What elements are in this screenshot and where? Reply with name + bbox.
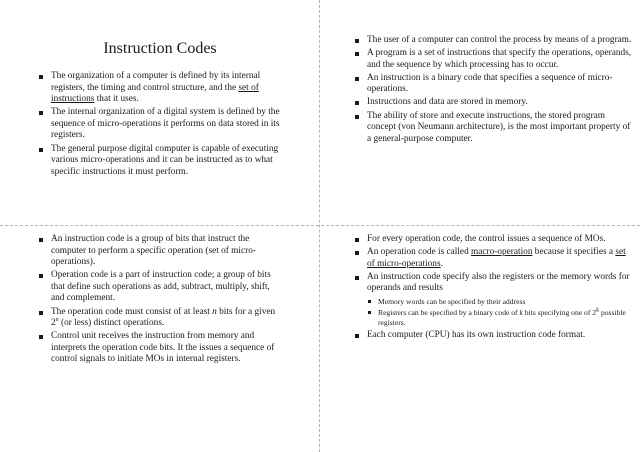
bullet-list (38, 71, 288, 180)
list-item: An instruction is a binary code that specifies a sequence of micro-operations. (354, 73, 632, 96)
list-item: The ability of store and execute instructions, the stored program concept (von Neumann architecture), is the most important property of a general-purpose computer. (354, 111, 632, 146)
list-item: A program is a set of instructions that specify the operations, operands, and the sequence by which processing has to occur. (354, 48, 632, 71)
list-item: Operation code is a part of instruction code; a group of bits that define such operations as add, subtract, multiply, shift, and complement. (38, 270, 278, 305)
list-item (354, 272, 630, 328)
bullet-list (354, 234, 630, 343)
bullet-text: The operation code must consist of at least (51, 306, 213, 317)
bullet-text: . (440, 258, 443, 269)
bullet-list (38, 234, 278, 368)
bullet-text: An instruction code specify also the registers or the memory words for operands and results (367, 271, 630, 294)
slide-title: Instruction Codes (103, 40, 217, 57)
sub-list (367, 297, 630, 328)
variable: k (519, 307, 523, 317)
underlined-term: set of micro-operations (367, 247, 626, 269)
bullet-text: An operation code is called (367, 247, 472, 258)
bullet-text: bits specifying one of 2 (522, 307, 597, 317)
underlined-term: macro-operation (471, 247, 533, 258)
superscript: n (55, 317, 59, 324)
list-item (354, 247, 630, 270)
superscript: k (596, 307, 600, 314)
bullet-text: that it uses. (94, 94, 139, 105)
list-item: The general purpose digital computer is capable of executing various micro-operations and it can be instructed as to what specific instructions it must perform. (38, 144, 288, 179)
list-item: The internal organization of a digital system is defined by the sequence of micro-operations it performs on data stored in its registers. (38, 107, 288, 142)
list-item: Control unit receives the instruction from memory and interprets the operation code bits. It the issues a sequence of control signals to initiate MOs in internal registers. (38, 331, 278, 366)
bullet-text: (or less) distinct operations. (58, 318, 165, 329)
slide-2 (320, 0, 640, 226)
list-item (38, 71, 288, 106)
variable: n (212, 306, 217, 317)
list-item: The user of a computer can control the process by means of a program. (354, 35, 632, 47)
bullet-text: The organization of a computer is defined by its internal registers, the timing and control structure, and the (51, 71, 261, 93)
slide-4 (320, 226, 640, 452)
sub-list-item (367, 308, 630, 328)
bullet-text: because it specifies a (532, 247, 616, 258)
list-item: An instruction code is a group of bits that instruct the computer to perform a specific operation (set of micro-operations). (38, 234, 278, 269)
list-item: Instructions and data are stored in memory. (354, 97, 632, 109)
list-item: For every operation code, the control issues a sequence of MOs. (354, 234, 630, 246)
bullet-text: Registers can be specified by a binary code of (378, 307, 520, 317)
underlined-term: set of instructions (51, 82, 259, 105)
list-item: Each computer (CPU) has its own instruction code format. (354, 330, 630, 342)
slide-3 (0, 226, 320, 452)
list-item (38, 307, 278, 330)
bullet-text: possible registers. (378, 307, 626, 327)
bullet-text: bits for a given 2 (51, 306, 276, 329)
bullet-list (354, 35, 632, 147)
sub-list-item: Memory words can be specified by their address (367, 297, 630, 307)
slide-1 (0, 0, 320, 226)
